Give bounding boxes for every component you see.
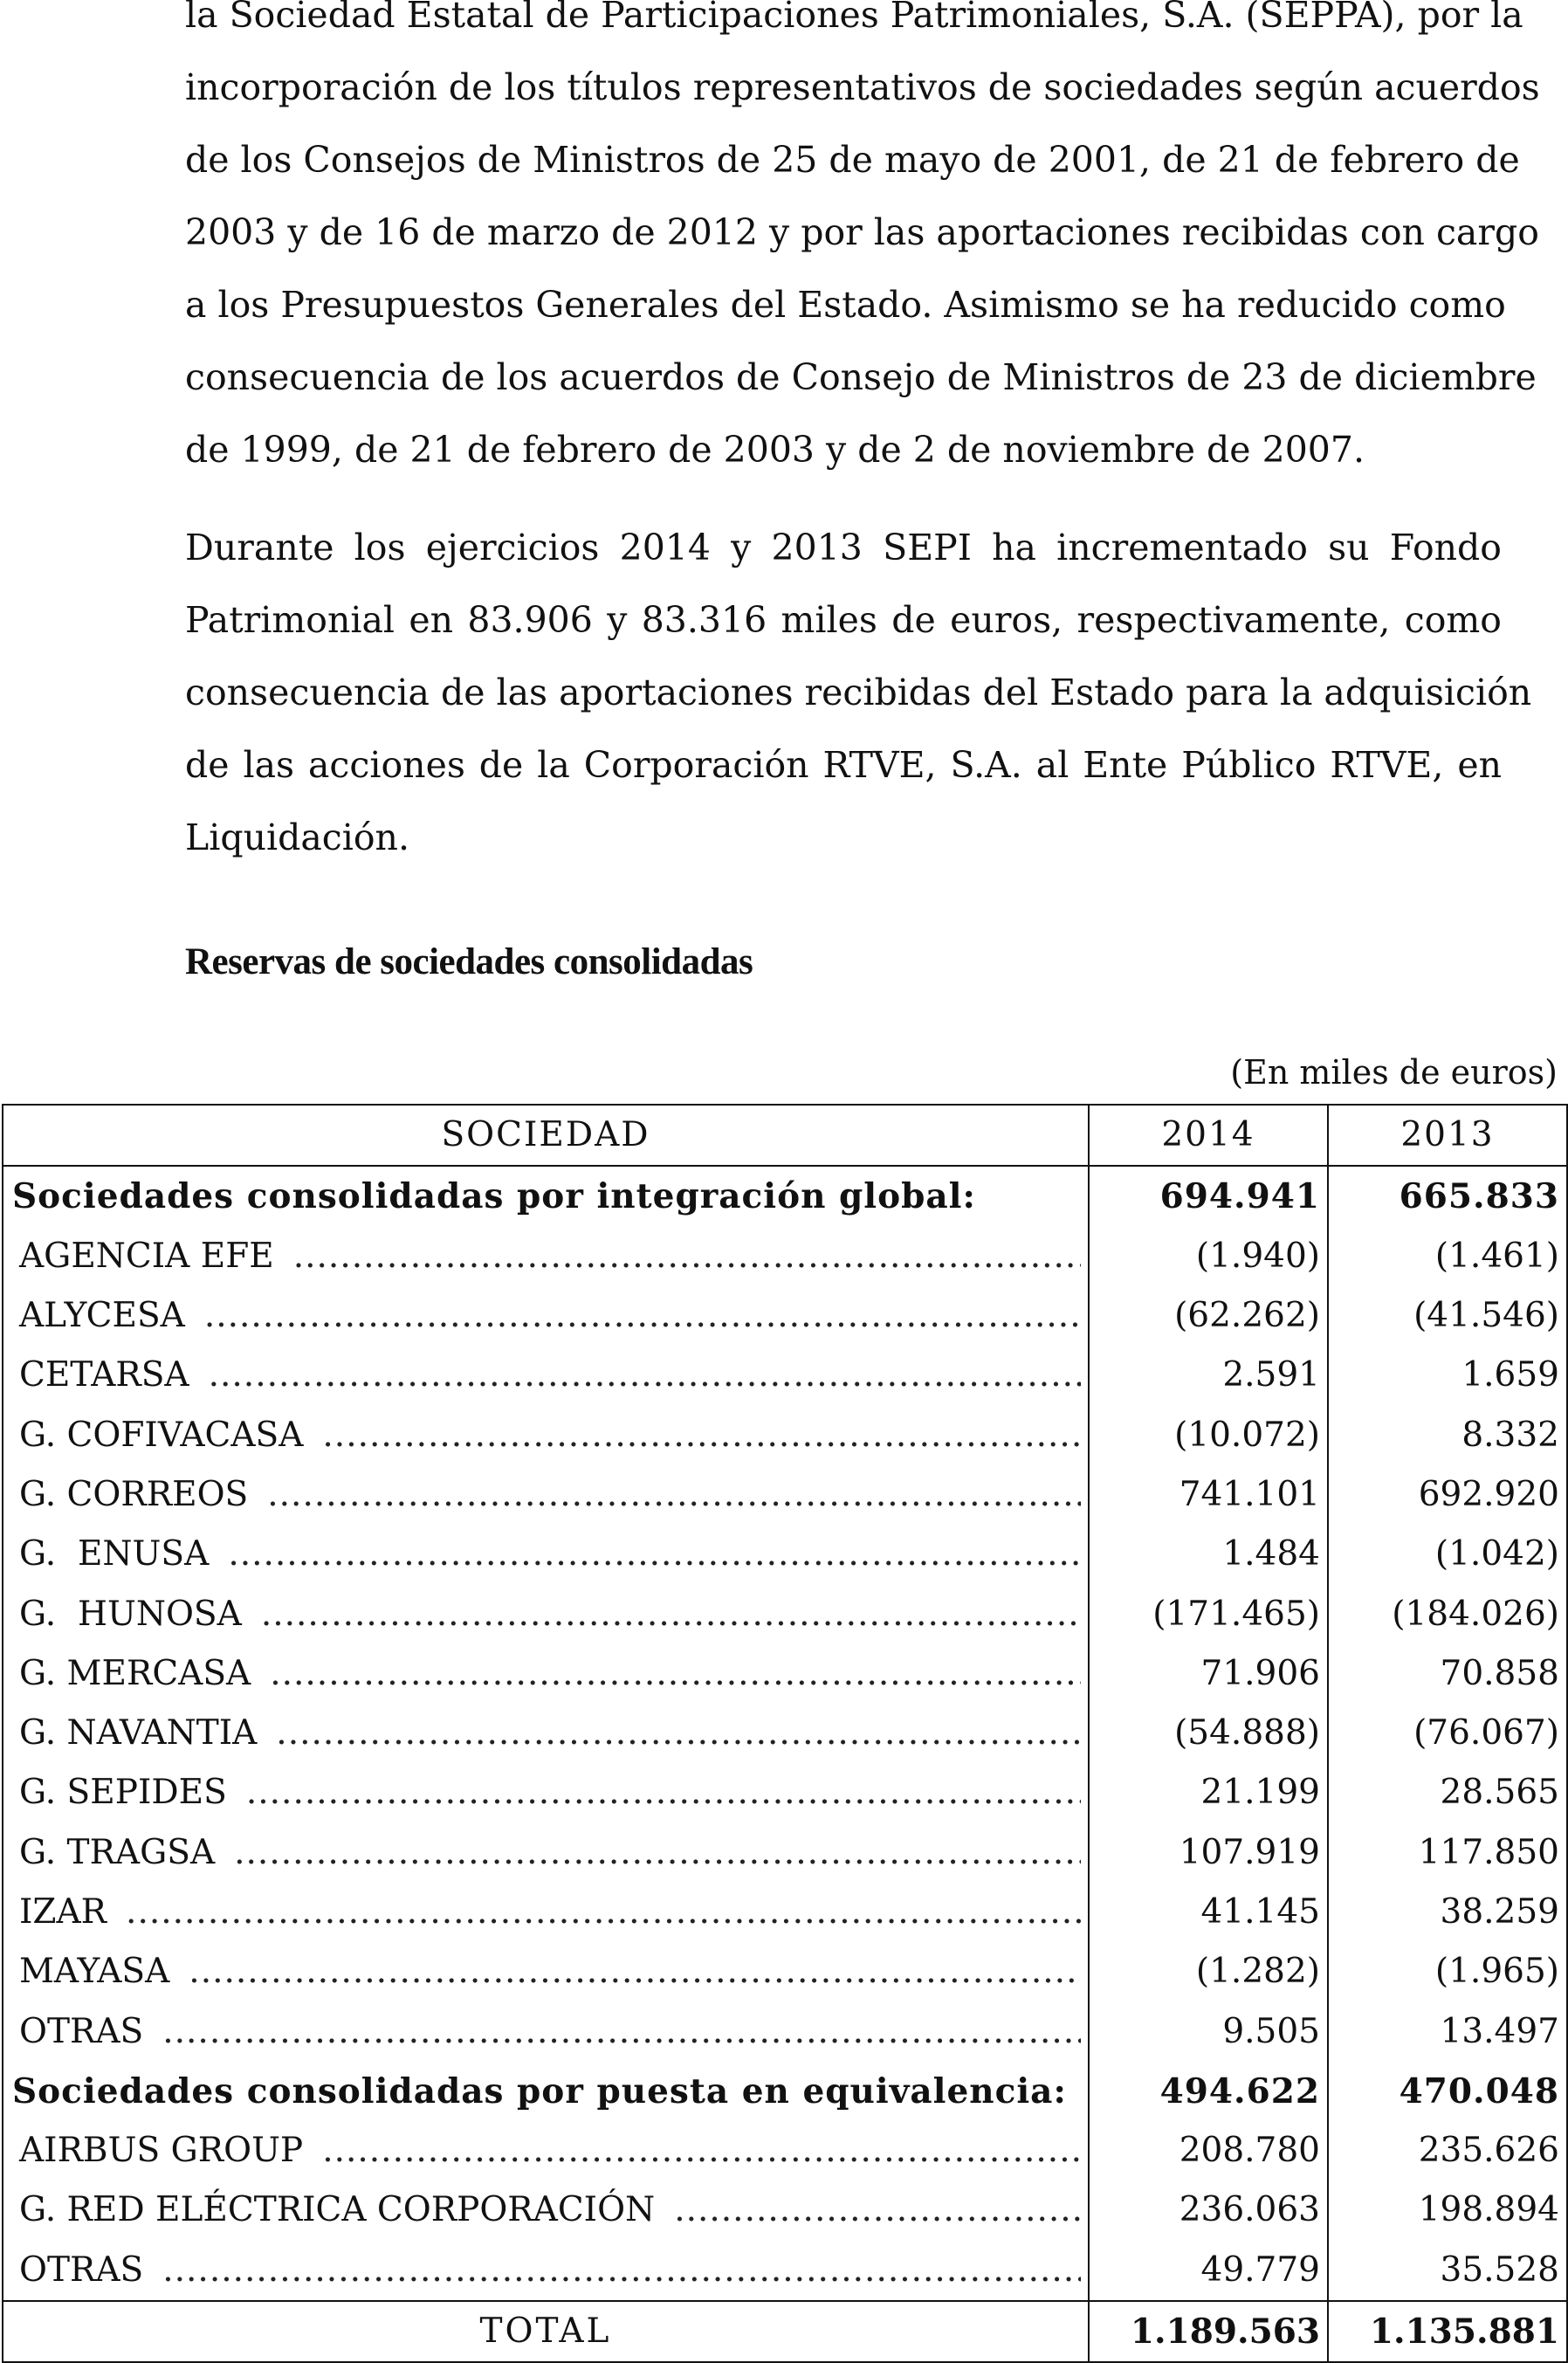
value-2014: 236.063: [1089, 2180, 1328, 2240]
company-name: G. COFIVACASA: [19, 1415, 304, 1455]
company-cell: [3, 1346, 1089, 1405]
value-2013: 8.332: [1328, 1405, 1567, 1464]
table-row: [3, 1883, 1567, 1942]
dot-leader: [126, 1883, 1081, 1942]
table-row: [3, 2241, 1567, 2301]
value-2014: 71.906: [1089, 1644, 1328, 1704]
group-row: [3, 1166, 1567, 1226]
paragraph-line: de los Consejos de Ministros de 25 de mayo de 2001, de 21 de febrero de: [185, 139, 1520, 181]
header-sociedad: SOCIEDAD: [3, 1105, 1089, 1166]
company-cell: [3, 2241, 1089, 2301]
table-row: [3, 1704, 1567, 1763]
paragraph-line: de 1999, de 21 de febrero de 2003 y de 2 de noviembre de 2007.: [185, 429, 1365, 471]
company-cell: [3, 1823, 1089, 1883]
company-cell: [3, 2001, 1089, 2061]
paragraph-line: Durante los ejercicios 2014 y 2013 SEPI ha incrementado su Fondo: [185, 527, 1502, 568]
company-cell: [3, 2121, 1089, 2180]
company-name: G. NAVANTIA: [19, 1713, 258, 1753]
value-2014: (62.262): [1089, 1286, 1328, 1346]
company-name: AGENCIA EFE: [19, 1236, 274, 1276]
company-cell: [3, 1465, 1089, 1525]
table-row: [3, 1763, 1567, 1822]
paragraph-seppa-capital: [185, 0, 1540, 486]
value-2013: (1.965): [1328, 1942, 1567, 2001]
table-body: [3, 1166, 1567, 2362]
dot-leader: [674, 2180, 1081, 2240]
value-2014: 1.484: [1089, 1525, 1328, 1584]
table-header-row: [3, 1105, 1567, 1166]
paragraph-line: consecuencia de las aportaciones recibidas del Estado para la adquisición: [185, 672, 1532, 713]
company-name: AIRBUS GROUP: [19, 2131, 304, 2171]
value-2014: (1.282): [1089, 1942, 1328, 2001]
dot-leader: [162, 2002, 1081, 2062]
company-name: G. HUNOSA: [19, 1594, 242, 1634]
company-name: G. MERCASA: [19, 1653, 251, 1693]
table-row: [3, 1405, 1567, 1464]
table-row: [3, 1286, 1567, 1346]
paragraph-line: la Sociedad Estatal de Participaciones Patrimoniales, S.A. (SEPPA), por la: [185, 0, 1523, 36]
dot-leader: [270, 1644, 1081, 1704]
value-2014: 21.199: [1089, 1763, 1328, 1822]
value-2013: 1.659: [1328, 1346, 1567, 1405]
paragraph-line: a los Presupuestos Generales del Estado. Asimismo se ha reducido como: [185, 284, 1506, 326]
table-row: [3, 1465, 1567, 1525]
total-value-2014: 1.189.563: [1089, 2301, 1328, 2362]
company-name: MAYASA: [19, 1952, 170, 1992]
value-2013: 13.497: [1328, 2001, 1567, 2061]
dot-leader: [234, 1823, 1081, 1883]
value-2014: (54.888): [1089, 1704, 1328, 1763]
header-2013: 2013: [1328, 1105, 1567, 1166]
dot-leader: [276, 1704, 1081, 1763]
company-cell: [3, 1286, 1089, 1346]
company-name: G. SEPIDES: [19, 1773, 227, 1813]
group-value-2013: 665.833: [1328, 1166, 1567, 1226]
group-value-2014: 694.941: [1089, 1166, 1328, 1226]
dot-leader: [228, 1525, 1081, 1584]
company-cell: [3, 1405, 1089, 1464]
dot-leader: [162, 2241, 1081, 2300]
value-2013: 235.626: [1328, 2121, 1567, 2180]
company-name: G. RED ELÉCTRICA CORPORACIÓN: [19, 2190, 656, 2230]
table-row: [3, 1227, 1567, 1286]
value-2014: 9.505: [1089, 2001, 1328, 2061]
table-row: [3, 1644, 1567, 1704]
total-label: TOTAL: [3, 2301, 1089, 2362]
paragraph-line: 2003 y de 16 de marzo de 2012 y por las aportaciones recibidas con cargo: [185, 211, 1539, 253]
group-value-2014: 494.622: [1089, 2062, 1328, 2121]
company-name: OTRAS: [19, 2249, 144, 2290]
paragraph-line: incorporación de los títulos representativos de sociedades según acuerdos: [185, 66, 1540, 108]
dot-leader: [246, 1763, 1081, 1822]
value-2013: 70.858: [1328, 1644, 1567, 1704]
total-value-2013: 1.135.881: [1328, 2301, 1567, 2362]
value-2014: (171.465): [1089, 1584, 1328, 1643]
table-row: [3, 2001, 1567, 2061]
table-row: [3, 1346, 1567, 1405]
company-cell: [3, 1227, 1089, 1286]
group-label: Sociedades consolidadas por puesta en equivalencia:: [3, 2062, 1089, 2121]
value-2014: (10.072): [1089, 1405, 1328, 1464]
value-2014: 107.919: [1089, 1823, 1328, 1883]
company-name: IZAR: [19, 1892, 107, 1932]
table-row: [3, 1823, 1567, 1883]
company-name: OTRAS: [19, 2011, 144, 2051]
company-cell: [3, 1644, 1089, 1704]
value-2014: 49.779: [1089, 2241, 1328, 2301]
paragraph-fondo-patrimonial: [185, 512, 1532, 874]
value-2014: 2.591: [1089, 1346, 1328, 1405]
table-row: [3, 1525, 1567, 1584]
company-cell: [3, 1525, 1089, 1584]
group-row: [3, 2062, 1567, 2121]
table-row: [3, 1942, 1567, 2001]
group-label: Sociedades consolidadas por integración global:: [3, 1166, 1089, 1226]
dot-leader: [322, 1406, 1081, 1465]
value-2014: 741.101: [1089, 1465, 1328, 1525]
value-2014: 208.780: [1089, 2121, 1328, 2180]
company-name: G. CORREOS: [19, 1474, 249, 1514]
header-2014: 2014: [1089, 1105, 1328, 1166]
company-cell: [3, 1883, 1089, 1942]
value-2013: (1.461): [1328, 1227, 1567, 1286]
company-name: CETARSA: [19, 1355, 189, 1395]
paragraph-line: consecuencia de los acuerdos de Consejo de Ministros de 23 de diciembre: [185, 356, 1537, 398]
value-2014: 41.145: [1089, 1883, 1328, 1942]
dot-leader: [267, 1465, 1081, 1525]
value-2013: 28.565: [1328, 1763, 1567, 1822]
company-cell: [3, 1704, 1089, 1763]
paragraph-line: Patrimonial en 83.906 y 83.316 miles de euros, respectivamente, como: [185, 599, 1502, 641]
paragraph-line: de las acciones de la Corporación RTVE, S.A. al Ente Público RTVE, en: [185, 744, 1502, 786]
total-row: [3, 2301, 1567, 2362]
value-2013: 38.259: [1328, 1883, 1567, 1942]
dot-leader: [293, 1227, 1081, 1286]
paragraph-line: Liquidación.: [185, 816, 409, 858]
group-value-2013: 470.048: [1328, 2062, 1567, 2121]
value-2013: (76.067): [1328, 1704, 1567, 1763]
company-name: ALYCESA: [19, 1296, 185, 1336]
value-2013: (1.042): [1328, 1525, 1567, 1584]
value-2013: (184.026): [1328, 1584, 1567, 1643]
company-name: G. ENUSA: [19, 1534, 210, 1574]
company-cell: [3, 1942, 1089, 2001]
value-2013: 117.850: [1328, 1823, 1567, 1883]
section-heading: Reservas de sociedades consolidadas: [185, 941, 753, 982]
company-cell: [3, 2180, 1089, 2240]
units-note: (En miles de euros): [1230, 1053, 1558, 1092]
table-row: [3, 1584, 1567, 1643]
company-cell: [3, 1763, 1089, 1822]
dot-leader: [209, 1346, 1081, 1405]
value-2013: 692.920: [1328, 1465, 1567, 1525]
value-2013: 198.894: [1328, 2180, 1567, 2240]
dot-leader: [204, 1286, 1081, 1346]
dot-leader: [189, 1942, 1081, 2001]
company-name: G. TRAGSA: [19, 1832, 216, 1872]
value-2013: 35.528: [1328, 2241, 1567, 2301]
value-2014: (1.940): [1089, 1227, 1328, 1286]
table-row: [3, 2121, 1567, 2180]
dot-leader: [322, 2121, 1081, 2180]
reservas-table: [2, 1104, 1568, 2363]
dot-leader: [261, 1585, 1081, 1644]
value-2013: (41.546): [1328, 1286, 1567, 1346]
table-row: [3, 2180, 1567, 2240]
company-cell: [3, 1584, 1089, 1643]
